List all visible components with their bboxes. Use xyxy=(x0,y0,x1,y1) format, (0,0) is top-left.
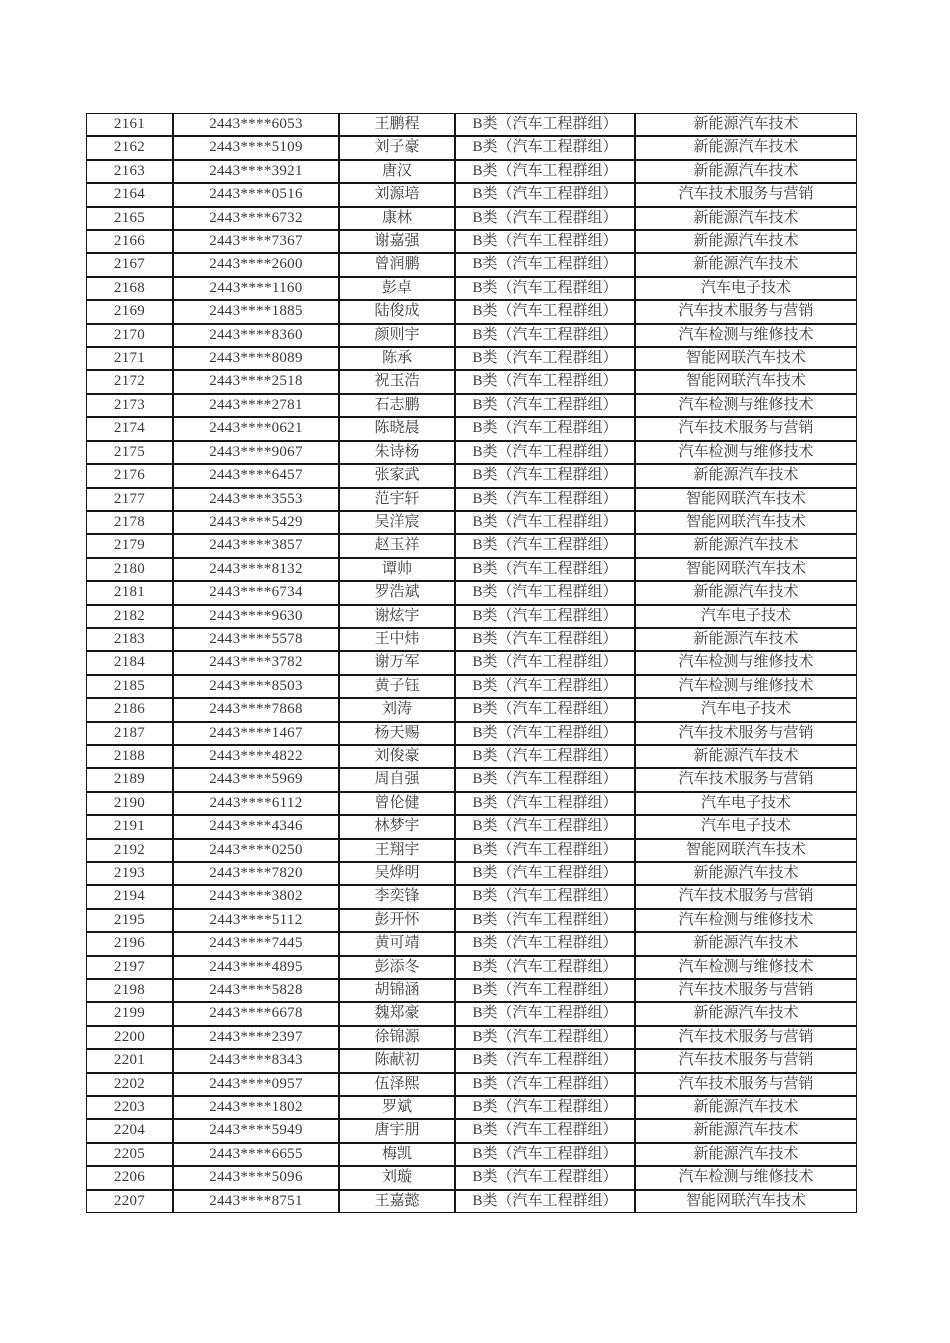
category-cell: B类（汽车工程群组） xyxy=(455,651,635,674)
table-row xyxy=(86,979,857,1002)
category-cell: B类（汽车工程群组） xyxy=(455,932,635,955)
category-cell: B类（汽车工程群组） xyxy=(455,417,635,440)
id-cell: 2443****8751 xyxy=(173,1190,339,1213)
id-cell: 2443****2781 xyxy=(173,394,339,417)
name-cell: 刘俊豪 xyxy=(339,745,455,768)
id-cell: 2443****1802 xyxy=(173,1096,339,1119)
seq-cell: 2183 xyxy=(86,628,173,651)
category-cell: B类（汽车工程群组） xyxy=(455,1143,635,1166)
category-cell: B类（汽车工程群组） xyxy=(455,347,635,370)
name-cell: 陈承 xyxy=(339,347,455,370)
major-cell: 新能源汽车技术 xyxy=(635,534,857,557)
major-cell: 新能源汽车技术 xyxy=(635,113,857,136)
name-cell: 胡锦涵 xyxy=(339,979,455,1002)
name-cell: 黄子钰 xyxy=(339,675,455,698)
name-cell: 徐锦源 xyxy=(339,1026,455,1049)
major-cell: 汽车检测与维修技术 xyxy=(635,1166,857,1189)
table-row xyxy=(86,534,857,557)
id-cell: 2443****5429 xyxy=(173,511,339,534)
category-cell: B类（汽车工程群组） xyxy=(455,745,635,768)
seq-cell: 2170 xyxy=(86,324,173,347)
id-cell: 2443****2518 xyxy=(173,370,339,393)
id-cell: 2443****4895 xyxy=(173,956,339,979)
name-cell: 刘子豪 xyxy=(339,136,455,159)
seq-cell: 2199 xyxy=(86,1002,173,1025)
category-cell: B类（汽车工程群组） xyxy=(455,885,635,908)
id-cell: 2443****2600 xyxy=(173,253,339,276)
major-cell: 新能源汽车技术 xyxy=(635,932,857,955)
name-cell: 李奕锋 xyxy=(339,885,455,908)
seq-cell: 2168 xyxy=(86,277,173,300)
category-cell: B类（汽车工程群组） xyxy=(455,253,635,276)
seq-cell: 2164 xyxy=(86,183,173,206)
id-cell: 2443****8503 xyxy=(173,675,339,698)
table-row xyxy=(86,651,857,674)
major-cell: 汽车电子技术 xyxy=(635,605,857,628)
seq-cell: 2179 xyxy=(86,534,173,557)
id-cell: 2443****5949 xyxy=(173,1119,339,1142)
name-cell: 林梦宇 xyxy=(339,815,455,838)
category-cell: B类（汽车工程群组） xyxy=(455,628,635,651)
table-row xyxy=(86,885,857,908)
major-cell: 汽车技术服务与营销 xyxy=(635,722,857,745)
major-cell: 新能源汽车技术 xyxy=(635,1002,857,1025)
table-row xyxy=(86,1026,857,1049)
major-cell: 汽车技术服务与营销 xyxy=(635,1049,857,1072)
category-cell: B类（汽车工程群组） xyxy=(455,1049,635,1072)
major-cell: 汽车电子技术 xyxy=(635,698,857,721)
table-row xyxy=(86,183,857,206)
category-cell: B类（汽车工程群组） xyxy=(455,815,635,838)
id-cell: 2443****7445 xyxy=(173,932,339,955)
id-cell: 2443****7820 xyxy=(173,862,339,885)
name-cell: 石志鹏 xyxy=(339,394,455,417)
category-cell: B类（汽车工程群组） xyxy=(455,441,635,464)
name-cell: 吴烨明 xyxy=(339,862,455,885)
table-row xyxy=(86,1002,857,1025)
seq-cell: 2169 xyxy=(86,300,173,323)
seq-cell: 2205 xyxy=(86,1143,173,1166)
seq-cell: 2200 xyxy=(86,1026,173,1049)
name-cell: 罗斌 xyxy=(339,1096,455,1119)
id-cell: 2443****3921 xyxy=(173,160,339,183)
major-cell: 汽车检测与维修技术 xyxy=(635,675,857,698)
seq-cell: 2182 xyxy=(86,605,173,628)
candidate-roster-table xyxy=(86,113,857,1213)
seq-cell: 2175 xyxy=(86,441,173,464)
category-cell: B类（汽车工程群组） xyxy=(455,558,635,581)
id-cell: 2443****6112 xyxy=(173,792,339,815)
name-cell: 罗浩斌 xyxy=(339,581,455,604)
category-cell: B类（汽车工程群组） xyxy=(455,277,635,300)
major-cell: 新能源汽车技术 xyxy=(635,136,857,159)
name-cell: 颜则宇 xyxy=(339,324,455,347)
category-cell: B类（汽车工程群组） xyxy=(455,956,635,979)
seq-cell: 2203 xyxy=(86,1096,173,1119)
id-cell: 2443****6678 xyxy=(173,1002,339,1025)
major-cell: 智能网联汽车技术 xyxy=(635,558,857,581)
id-cell: 2443****1885 xyxy=(173,300,339,323)
name-cell: 陈晓晨 xyxy=(339,417,455,440)
seq-cell: 2185 xyxy=(86,675,173,698)
major-cell: 智能网联汽车技术 xyxy=(635,511,857,534)
table-row xyxy=(86,160,857,183)
table-row xyxy=(86,628,857,651)
id-cell: 2443****6732 xyxy=(173,207,339,230)
table-row xyxy=(86,862,857,885)
name-cell: 曾润鹏 xyxy=(339,253,455,276)
seq-cell: 2173 xyxy=(86,394,173,417)
major-cell: 汽车检测与维修技术 xyxy=(635,651,857,674)
major-cell: 汽车检测与维修技术 xyxy=(635,956,857,979)
category-cell: B类（汽车工程群组） xyxy=(455,183,635,206)
name-cell: 魏郑豪 xyxy=(339,1002,455,1025)
seq-cell: 2162 xyxy=(86,136,173,159)
id-cell: 2443****6457 xyxy=(173,464,339,487)
name-cell: 唐汉 xyxy=(339,160,455,183)
id-cell: 2443****3857 xyxy=(173,534,339,557)
table-row xyxy=(86,698,857,721)
major-cell: 汽车技术服务与营销 xyxy=(635,979,857,1002)
major-cell: 汽车技术服务与营销 xyxy=(635,417,857,440)
roster-table-body xyxy=(86,113,857,1213)
major-cell: 新能源汽车技术 xyxy=(635,862,857,885)
name-cell: 王嘉懿 xyxy=(339,1190,455,1213)
seq-cell: 2166 xyxy=(86,230,173,253)
major-cell: 汽车电子技术 xyxy=(635,277,857,300)
seq-cell: 2204 xyxy=(86,1119,173,1142)
table-row xyxy=(86,839,857,862)
seq-cell: 2161 xyxy=(86,113,173,136)
name-cell: 谢炫宇 xyxy=(339,605,455,628)
category-cell: B类（汽车工程群组） xyxy=(455,1026,635,1049)
id-cell: 2443****6655 xyxy=(173,1143,339,1166)
major-cell: 汽车技术服务与营销 xyxy=(635,300,857,323)
id-cell: 2443****9630 xyxy=(173,605,339,628)
seq-cell: 2202 xyxy=(86,1073,173,1096)
major-cell: 新能源汽车技术 xyxy=(635,230,857,253)
major-cell: 汽车技术服务与营销 xyxy=(635,183,857,206)
name-cell: 祝玉浩 xyxy=(339,370,455,393)
category-cell: B类（汽车工程群组） xyxy=(455,464,635,487)
name-cell: 谢嘉强 xyxy=(339,230,455,253)
table-row xyxy=(86,253,857,276)
table-row xyxy=(86,675,857,698)
name-cell: 张家武 xyxy=(339,464,455,487)
major-cell: 新能源汽车技术 xyxy=(635,745,857,768)
id-cell: 2443****1467 xyxy=(173,722,339,745)
table-row xyxy=(86,370,857,393)
id-cell: 2443****5969 xyxy=(173,768,339,791)
table-row xyxy=(86,417,857,440)
major-cell: 汽车技术服务与营销 xyxy=(635,885,857,908)
major-cell: 新能源汽车技术 xyxy=(635,581,857,604)
major-cell: 智能网联汽车技术 xyxy=(635,1190,857,1213)
name-cell: 刘源培 xyxy=(339,183,455,206)
category-cell: B类（汽车工程群组） xyxy=(455,979,635,1002)
seq-cell: 2192 xyxy=(86,839,173,862)
category-cell: B类（汽车工程群组） xyxy=(455,675,635,698)
table-row xyxy=(86,113,857,136)
name-cell: 陆俊成 xyxy=(339,300,455,323)
id-cell: 2443****5578 xyxy=(173,628,339,651)
table-row xyxy=(86,324,857,347)
table-row xyxy=(86,230,857,253)
seq-cell: 2195 xyxy=(86,909,173,932)
seq-cell: 2187 xyxy=(86,722,173,745)
table-row xyxy=(86,1190,857,1213)
seq-cell: 2167 xyxy=(86,253,173,276)
id-cell: 2443****3802 xyxy=(173,885,339,908)
table-row xyxy=(86,136,857,159)
major-cell: 汽车检测与维修技术 xyxy=(635,441,857,464)
category-cell: B类（汽车工程群组） xyxy=(455,160,635,183)
major-cell: 智能网联汽车技术 xyxy=(635,488,857,511)
category-cell: B类（汽车工程群组） xyxy=(455,1002,635,1025)
category-cell: B类（汽车工程群组） xyxy=(455,300,635,323)
name-cell: 彭卓 xyxy=(339,277,455,300)
id-cell: 2443****0957 xyxy=(173,1073,339,1096)
table-row xyxy=(86,909,857,932)
seq-cell: 2198 xyxy=(86,979,173,1002)
major-cell: 汽车检测与维修技术 xyxy=(635,394,857,417)
table-row xyxy=(86,932,857,955)
table-row xyxy=(86,1096,857,1119)
category-cell: B类（汽车工程群组） xyxy=(455,605,635,628)
table-row xyxy=(86,581,857,604)
category-cell: B类（汽车工程群组） xyxy=(455,1119,635,1142)
category-cell: B类（汽车工程群组） xyxy=(455,324,635,347)
table-row xyxy=(86,722,857,745)
id-cell: 2443****0250 xyxy=(173,839,339,862)
seq-cell: 2194 xyxy=(86,885,173,908)
major-cell: 智能网联汽车技术 xyxy=(635,370,857,393)
name-cell: 伍泽熙 xyxy=(339,1073,455,1096)
seq-cell: 2188 xyxy=(86,745,173,768)
id-cell: 2443****6734 xyxy=(173,581,339,604)
table-row xyxy=(86,1049,857,1072)
name-cell: 梅凯 xyxy=(339,1143,455,1166)
name-cell: 王中炜 xyxy=(339,628,455,651)
table-row xyxy=(86,511,857,534)
seq-cell: 2206 xyxy=(86,1166,173,1189)
seq-cell: 2189 xyxy=(86,768,173,791)
name-cell: 彭添冬 xyxy=(339,956,455,979)
name-cell: 黄可靖 xyxy=(339,932,455,955)
table-row xyxy=(86,815,857,838)
name-cell: 杨天赐 xyxy=(339,722,455,745)
name-cell: 范宇轩 xyxy=(339,488,455,511)
name-cell: 赵玉祥 xyxy=(339,534,455,557)
major-cell: 汽车检测与维修技术 xyxy=(635,324,857,347)
major-cell: 智能网联汽车技术 xyxy=(635,839,857,862)
table-row xyxy=(86,277,857,300)
table-row xyxy=(86,441,857,464)
category-cell: B类（汽车工程群组） xyxy=(455,534,635,557)
major-cell: 新能源汽车技术 xyxy=(635,1143,857,1166)
id-cell: 2443****2397 xyxy=(173,1026,339,1049)
id-cell: 2443****4822 xyxy=(173,745,339,768)
seq-cell: 2197 xyxy=(86,956,173,979)
seq-cell: 2207 xyxy=(86,1190,173,1213)
category-cell: B类（汽车工程群组） xyxy=(455,113,635,136)
seq-cell: 2201 xyxy=(86,1049,173,1072)
major-cell: 汽车电子技术 xyxy=(635,792,857,815)
table-row xyxy=(86,1119,857,1142)
id-cell: 2443****8343 xyxy=(173,1049,339,1072)
major-cell: 汽车技术服务与营销 xyxy=(635,1026,857,1049)
category-cell: B类（汽车工程群组） xyxy=(455,1073,635,1096)
category-cell: B类（汽车工程群组） xyxy=(455,136,635,159)
major-cell: 汽车电子技术 xyxy=(635,815,857,838)
seq-cell: 2190 xyxy=(86,792,173,815)
major-cell: 新能源汽车技术 xyxy=(635,1096,857,1119)
id-cell: 2443****8360 xyxy=(173,324,339,347)
seq-cell: 2177 xyxy=(86,488,173,511)
table-row xyxy=(86,488,857,511)
category-cell: B类（汽车工程群组） xyxy=(455,862,635,885)
seq-cell: 2186 xyxy=(86,698,173,721)
category-cell: B类（汽车工程群组） xyxy=(455,768,635,791)
name-cell: 彭开怀 xyxy=(339,909,455,932)
category-cell: B类（汽车工程群组） xyxy=(455,698,635,721)
id-cell: 2443****8089 xyxy=(173,347,339,370)
name-cell: 陈献初 xyxy=(339,1049,455,1072)
category-cell: B类（汽车工程群组） xyxy=(455,722,635,745)
seq-cell: 2196 xyxy=(86,932,173,955)
id-cell: 2443****5096 xyxy=(173,1166,339,1189)
major-cell: 新能源汽车技术 xyxy=(635,160,857,183)
table-row xyxy=(86,1073,857,1096)
id-cell: 2443****7367 xyxy=(173,230,339,253)
major-cell: 新能源汽车技术 xyxy=(635,464,857,487)
table-row xyxy=(86,394,857,417)
table-row xyxy=(86,1143,857,1166)
id-cell: 2443****0621 xyxy=(173,417,339,440)
seq-cell: 2193 xyxy=(86,862,173,885)
roster-table-container xyxy=(86,113,857,1213)
id-cell: 2443****3782 xyxy=(173,651,339,674)
major-cell: 新能源汽车技术 xyxy=(635,1119,857,1142)
category-cell: B类（汽车工程群组） xyxy=(455,488,635,511)
id-cell: 2443****7868 xyxy=(173,698,339,721)
table-row xyxy=(86,347,857,370)
seq-cell: 2191 xyxy=(86,815,173,838)
name-cell: 谢万军 xyxy=(339,651,455,674)
table-row xyxy=(86,605,857,628)
major-cell: 新能源汽车技术 xyxy=(635,628,857,651)
major-cell: 汽车检测与维修技术 xyxy=(635,909,857,932)
seq-cell: 2178 xyxy=(86,511,173,534)
category-cell: B类（汽车工程群组） xyxy=(455,792,635,815)
table-row xyxy=(86,792,857,815)
seq-cell: 2163 xyxy=(86,160,173,183)
seq-cell: 2171 xyxy=(86,347,173,370)
category-cell: B类（汽车工程群组） xyxy=(455,909,635,932)
name-cell: 王鹏程 xyxy=(339,113,455,136)
name-cell: 刘璇 xyxy=(339,1166,455,1189)
id-cell: 2443****5109 xyxy=(173,136,339,159)
name-cell: 刘涛 xyxy=(339,698,455,721)
name-cell: 朱诗杨 xyxy=(339,441,455,464)
category-cell: B类（汽车工程群组） xyxy=(455,230,635,253)
table-row xyxy=(86,300,857,323)
name-cell: 康林 xyxy=(339,207,455,230)
major-cell: 新能源汽车技术 xyxy=(635,207,857,230)
name-cell: 谭帅 xyxy=(339,558,455,581)
seq-cell: 2181 xyxy=(86,581,173,604)
table-row xyxy=(86,464,857,487)
category-cell: B类（汽车工程群组） xyxy=(455,839,635,862)
category-cell: B类（汽车工程群组） xyxy=(455,581,635,604)
id-cell: 2443****1160 xyxy=(173,277,339,300)
seq-cell: 2165 xyxy=(86,207,173,230)
major-cell: 新能源汽车技术 xyxy=(635,253,857,276)
category-cell: B类（汽车工程群组） xyxy=(455,1190,635,1213)
table-row xyxy=(86,768,857,791)
seq-cell: 2176 xyxy=(86,464,173,487)
major-cell: 汽车技术服务与营销 xyxy=(635,768,857,791)
category-cell: B类（汽车工程群组） xyxy=(455,511,635,534)
seq-cell: 2184 xyxy=(86,651,173,674)
table-row xyxy=(86,1166,857,1189)
id-cell: 2443****3553 xyxy=(173,488,339,511)
category-cell: B类（汽车工程群组） xyxy=(455,370,635,393)
name-cell: 王翔宇 xyxy=(339,839,455,862)
id-cell: 2443****6053 xyxy=(173,113,339,136)
seq-cell: 2172 xyxy=(86,370,173,393)
name-cell: 吴洋宸 xyxy=(339,511,455,534)
name-cell: 周自强 xyxy=(339,768,455,791)
id-cell: 2443****4346 xyxy=(173,815,339,838)
id-cell: 2443****5828 xyxy=(173,979,339,1002)
table-row xyxy=(86,207,857,230)
table-row xyxy=(86,745,857,768)
id-cell: 2443****0516 xyxy=(173,183,339,206)
table-row xyxy=(86,956,857,979)
id-cell: 2443****5112 xyxy=(173,909,339,932)
id-cell: 2443****8132 xyxy=(173,558,339,581)
major-cell: 智能网联汽车技术 xyxy=(635,347,857,370)
category-cell: B类（汽车工程群组） xyxy=(455,1096,635,1119)
table-row xyxy=(86,558,857,581)
name-cell: 曾伦健 xyxy=(339,792,455,815)
seq-cell: 2180 xyxy=(86,558,173,581)
category-cell: B类（汽车工程群组） xyxy=(455,207,635,230)
id-cell: 2443****9067 xyxy=(173,441,339,464)
category-cell: B类（汽车工程群组） xyxy=(455,1166,635,1189)
seq-cell: 2174 xyxy=(86,417,173,440)
name-cell: 唐宇朋 xyxy=(339,1119,455,1142)
major-cell: 汽车技术服务与营销 xyxy=(635,1073,857,1096)
category-cell: B类（汽车工程群组） xyxy=(455,394,635,417)
